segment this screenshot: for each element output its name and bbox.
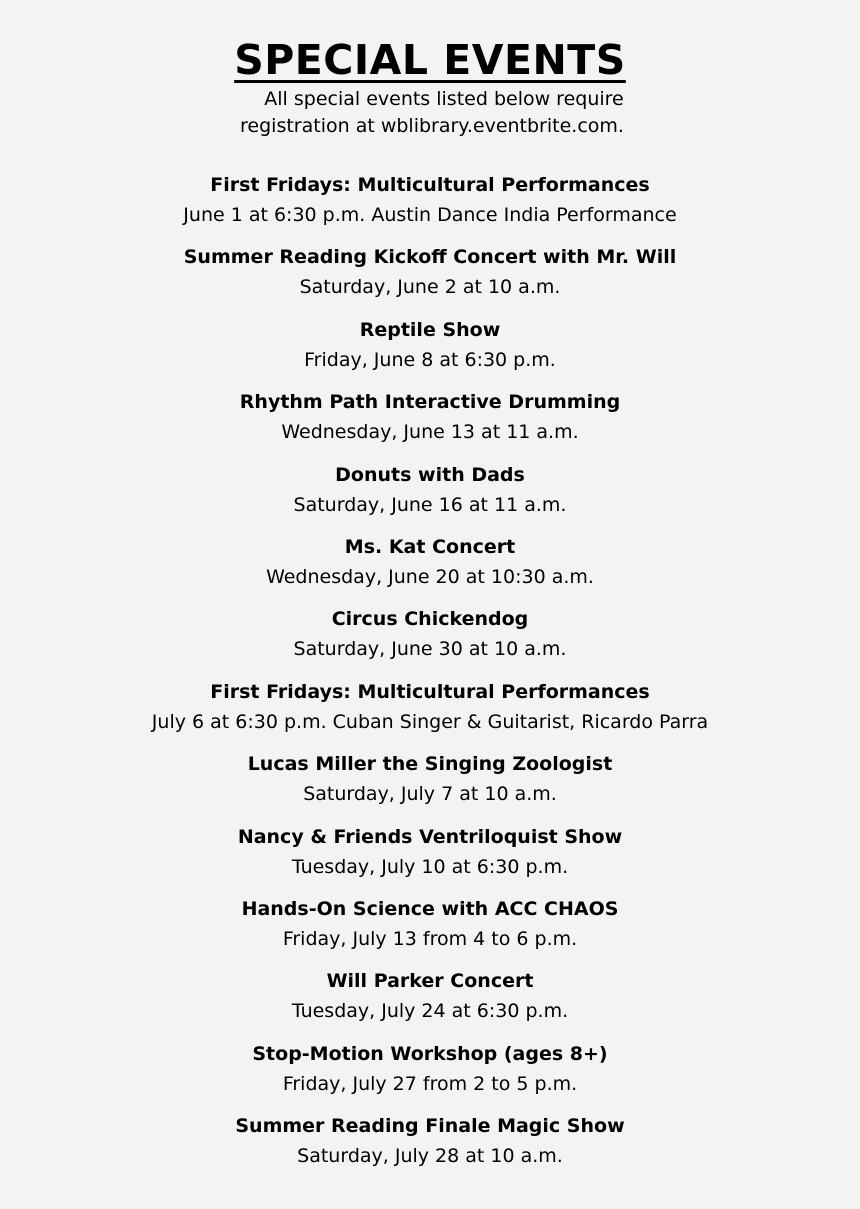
event-item	[0, 749, 860, 821]
event-name: Will Parker Concert	[326, 970, 534, 993]
event-item	[0, 532, 860, 604]
event-detail: Wednesday, June 13 at 11 a.m.	[281, 421, 579, 444]
event-detail: Wednesday, June 20 at 10:30 a.m.	[266, 565, 594, 588]
event-name: Donuts with Dads	[335, 463, 525, 486]
event-name: Lucas Miller the Singing Zoologist	[247, 753, 613, 776]
event-name: Stop-Motion Workshop (ages 8+)	[252, 1042, 608, 1065]
event-detail: Tuesday, July 24 at 6:30 p.m.	[291, 1000, 569, 1023]
event-name: Rhythm Path Interactive Drumming	[239, 391, 621, 414]
event-name: Hands-On Science with ACC CHAOS	[241, 897, 619, 920]
intro-line-2: registration at wblibrary.eventbrite.com.	[240, 115, 624, 137]
event-detail: Friday, July 27 from 2 to 5 p.m.	[282, 1072, 578, 1095]
event-item	[0, 822, 860, 894]
event-item	[0, 315, 860, 387]
event-detail: Saturday, July 7 at 10 a.m.	[303, 783, 557, 806]
intro-line-1: All special events listed below require	[264, 88, 624, 110]
event-name: Summer Reading Kickoff Concert with Mr. Will	[183, 246, 677, 269]
event-item	[0, 170, 860, 242]
event-item	[0, 1039, 860, 1111]
event-item	[0, 242, 860, 314]
page-title: SPECIAL EVENTS	[234, 36, 626, 84]
event-detail: Saturday, July 28 at 10 a.m.	[297, 1145, 563, 1168]
event-detail: Saturday, June 30 at 10 a.m.	[293, 638, 567, 661]
event-detail: Friday, July 13 from 4 to 6 p.m.	[282, 927, 578, 950]
intro-text	[0, 86, 860, 140]
event-item	[0, 894, 860, 966]
event-name: Ms. Kat Concert	[344, 535, 516, 558]
event-name: Reptile Show	[359, 318, 501, 341]
header	[0, 0, 860, 140]
event-name: Summer Reading Finale Magic Show	[235, 1115, 625, 1138]
event-name: First Fridays: Multicultural Performances	[210, 680, 650, 703]
event-name: Circus Chickendog	[331, 608, 529, 631]
event-item	[0, 460, 860, 532]
event-name: Nancy & Friends Ventriloquist Show	[237, 825, 623, 848]
event-detail: July 6 at 6:30 p.m. Cuban Singer & Guitarist, Ricardo Parra	[151, 710, 709, 733]
event-item	[0, 387, 860, 459]
event-name: First Fridays: Multicultural Performances	[210, 174, 650, 196]
event-detail: Friday, June 8 at 6:30 p.m.	[304, 348, 556, 371]
event-detail: June 1 at 6:30 p.m. Austin Dance India Performance	[183, 204, 677, 226]
event-detail: Saturday, June 16 at 11 a.m.	[293, 493, 567, 516]
event-item	[0, 604, 860, 676]
event-item	[0, 966, 860, 1038]
event-item	[0, 1111, 860, 1183]
event-list	[0, 170, 860, 1183]
event-detail: Saturday, June 2 at 10 a.m.	[299, 276, 561, 299]
event-item	[0, 677, 860, 749]
event-detail: Tuesday, July 10 at 6:30 p.m.	[291, 855, 569, 878]
